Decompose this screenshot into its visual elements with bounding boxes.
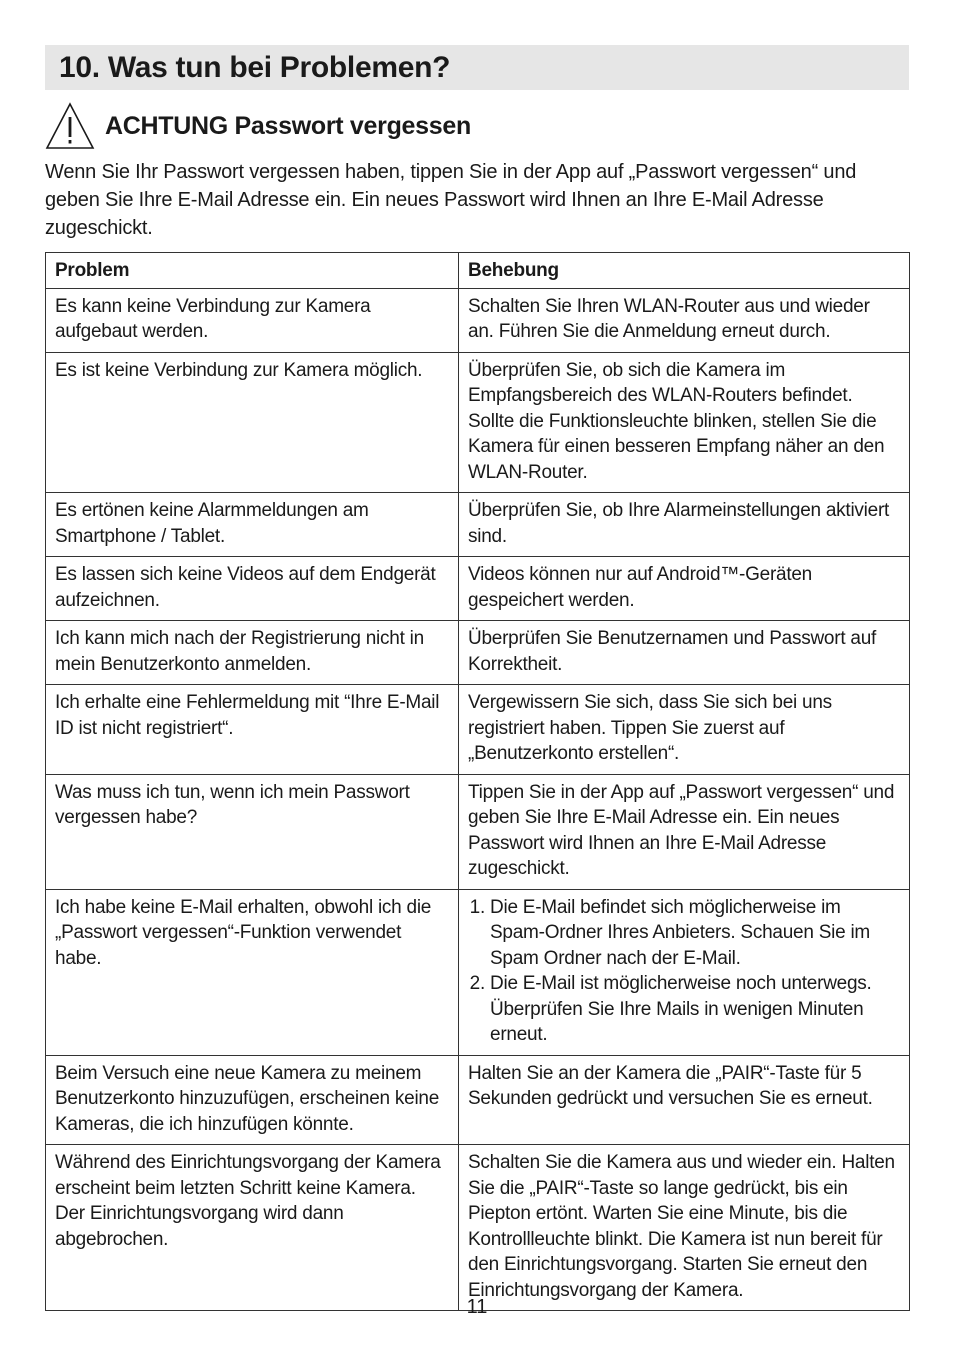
problem-cell: Es kann keine Verbindung zur Kamera aufgebaut werden. <box>46 288 459 352</box>
solution-list-item: 2. Die E-Mail ist möglicherweise noch unterwegs. Überprüfen Sie Ihre Mails in wenigen Minuten erneut. <box>490 971 900 1048</box>
table-row <box>46 557 910 621</box>
table-row <box>46 685 910 775</box>
solution-list <box>468 895 900 1048</box>
problem-cell: Beim Versuch eine neue Kamera zu meinem Benutzerkonto hinzuzufügen, erscheinen keine Kameras, die ich hinzufügen könnte. <box>46 1055 459 1145</box>
table-row <box>46 352 910 493</box>
solution-cell: Vergewissern Sie sich, dass Sie sich bei uns registriert haben. Tippen Sie zuerst auf „Benutzerkonto erstellen“. <box>459 685 910 775</box>
section-title: 10. Was tun bei Problemen? <box>59 50 451 84</box>
warning-triangle-icon <box>45 102 95 150</box>
solution-cell: Überprüfen Sie, ob Ihre Alarmeinstellungen aktiviert sind. <box>459 493 910 557</box>
troubleshooting-table <box>45 252 910 1311</box>
problem-cell: Ich habe keine E-Mail erhalten, obwohl ich die „Passwort vergessen“-Funktion verwendet habe. <box>46 889 459 1055</box>
problem-cell: Es ist keine Verbindung zur Kamera möglich. <box>46 352 459 493</box>
solution-cell <box>459 889 910 1055</box>
page <box>45 45 909 1311</box>
solution-cell: Überprüfen Sie, ob sich die Kamera im Empfangsbereich des WLAN-Routers befindet. Sollte die Funktionsleuchte blinken, stellen Sie die Kamera für einen besseren Empfang näher an den WLAN-Router. <box>459 352 910 493</box>
table-header-row <box>46 253 910 289</box>
table-row <box>46 621 910 685</box>
solution-cell: Halten Sie an der Kamera die „PAIR“-Taste für 5 Sekunden gedrückt und versuchen Sie es erneut. <box>459 1055 910 1145</box>
warning-text: Wenn Sie Ihr Passwort vergessen haben, tippen Sie in der App auf „Passwort vergessen“ und geben Sie Ihre E-Mail Adresse ein. Ein neues Passwort wird Ihnen an Ihre E-Mail Adresse zugeschickt. <box>45 161 857 239</box>
solution-list-item: 1. Die E-Mail befindet sich möglicherweise im Spam-Ordner Ihres Anbieters. Schauen Sie im Spam Ordner nach der E-Mail. <box>490 895 900 972</box>
warning-title: ACHTUNG Passwort vergessen <box>105 111 471 140</box>
column-header-solution: Behebung <box>459 253 910 289</box>
table-row <box>46 889 910 1055</box>
problem-cell: Es lassen sich keine Videos auf dem Endgerät aufzeichnen. <box>46 557 459 621</box>
problem-cell: Was muss ich tun, wenn ich mein Passwort vergessen habe? <box>46 774 459 889</box>
table-row <box>46 1055 910 1145</box>
warning-header <box>45 101 909 151</box>
solution-cell: Schalten Sie Ihren WLAN-Router aus und wieder an. Führen Sie die Anmeldung erneut durch. <box>459 288 910 352</box>
problem-cell: Ich erhalte eine Fehlermeldung mit “Ihre E-Mail ID ist nicht registriert“. <box>46 685 459 775</box>
solution-cell: Videos können nur auf Android™-Geräten gespeichert werden. <box>459 557 910 621</box>
table-row <box>46 1145 910 1311</box>
problem-cell: Ich kann mich nach der Registrierung nicht in mein Benutzerkonto anmelden. <box>46 621 459 685</box>
page-number: 11 <box>466 1296 488 1318</box>
table-row <box>46 774 910 889</box>
table-row <box>46 288 910 352</box>
section-title-bar <box>45 45 909 90</box>
problem-cell: Es ertönen keine Alarmmeldungen am Smartphone / Tablet. <box>46 493 459 557</box>
solution-cell: Tippen Sie in der App auf „Passwort vergessen“ und geben Sie Ihre E-Mail Adresse ein. Ein neues Passwort wird Ihnen an Ihre E-Mail Adresse zugeschickt. <box>459 774 910 889</box>
column-header-problem: Problem <box>46 253 459 289</box>
table-row <box>46 493 910 557</box>
solution-cell: Schalten Sie die Kamera aus und wieder ein. Halten Sie die „PAIR“-Taste so lange gedrückt, bis ein Piepton ertönt. Warten Sie eine Minute, bis die Kontrollleuchte blinkt. Die Kamera ist nun bereit für den Einrichtungsvorgang. Starten Sie erneut den Einrichtungsvorgang der Kamera. <box>459 1145 910 1311</box>
solution-cell: Überprüfen Sie Benutzernamen und Passwort auf Korrektheit. <box>459 621 910 685</box>
problem-cell: Während des Einrichtungsvorgang der Kamera erscheint beim letzten Schritt keine Kamera. Der Einrichtungsvorgang wird dann abgebrochen. <box>46 1145 459 1311</box>
